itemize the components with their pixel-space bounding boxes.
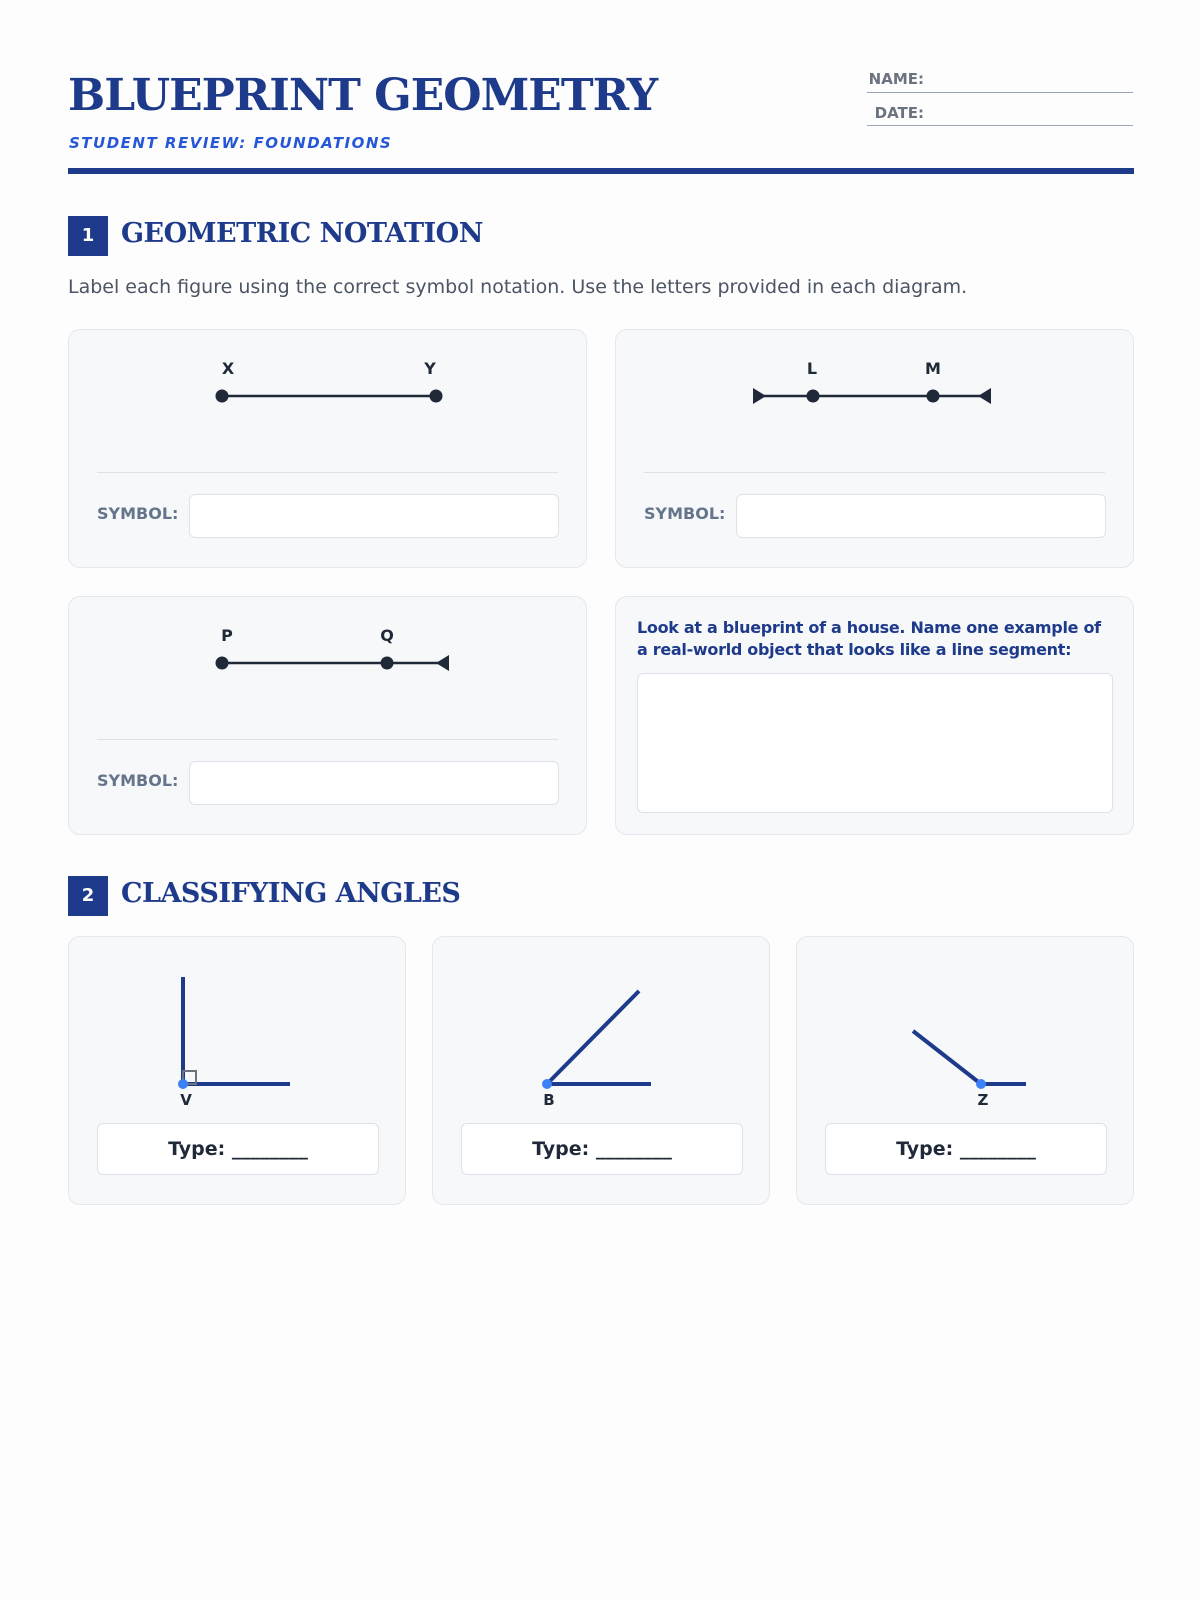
- point-dot: [381, 657, 394, 670]
- point-label: Q: [380, 626, 394, 645]
- page-title: BLUEPRINT GEOMETRY: [68, 70, 658, 121]
- angle-ray: [547, 991, 639, 1084]
- date-label: DATE:: [874, 104, 924, 122]
- vertex-dot: [976, 1079, 986, 1089]
- card-divider: [97, 739, 558, 740]
- right-angle-figure: [69, 937, 407, 1117]
- section-1-title: GEOMETRIC NOTATION: [121, 218, 483, 249]
- point-label: Y: [424, 359, 436, 378]
- symbol-label: SYMBOL:: [97, 771, 179, 790]
- real-world-prompt: Look at a blueprint of a house. Name one example of a real-world object that looks like a line segment:: [637, 618, 1101, 659]
- name-label: NAME:: [868, 70, 924, 88]
- point-dot: [430, 390, 443, 403]
- point-dot: [216, 390, 229, 403]
- obtuse-angle-figure: [797, 937, 1135, 1117]
- point-dot: [927, 390, 940, 403]
- page-subtitle: STUDENT REVIEW: FOUNDATIONS: [69, 134, 393, 152]
- name-field[interactable]: [867, 92, 1133, 93]
- angle-ray: [913, 1031, 981, 1084]
- section-2-title: CLASSIFYING ANGLES: [121, 878, 461, 909]
- point-dot: [216, 657, 229, 670]
- symbol-label: SYMBOL:: [97, 504, 179, 523]
- prompt-card: [615, 596, 1134, 835]
- type-answer-box[interactable]: Type: ________: [825, 1123, 1107, 1175]
- point-dot: [807, 390, 820, 403]
- card-divider: [97, 472, 558, 473]
- symbol-label: SYMBOL:: [644, 504, 726, 523]
- angle-card-right: [68, 936, 406, 1205]
- notation-card-segment: [68, 329, 587, 568]
- angle-card-acute: [432, 936, 770, 1205]
- vertex-label: Z: [977, 1091, 989, 1109]
- section-2-number: 2: [68, 876, 108, 916]
- point-label: X: [221, 359, 235, 378]
- worksheet-header: [68, 70, 1134, 175]
- vertex-dot: [542, 1079, 552, 1089]
- symbol-input[interactable]: [189, 761, 559, 805]
- symbol-input[interactable]: [189, 494, 559, 538]
- vertex-label: B: [543, 1091, 555, 1109]
- acute-angle-figure: [433, 937, 771, 1117]
- type-answer-box[interactable]: Type: ________: [97, 1123, 379, 1175]
- notation-card-ray: [68, 596, 587, 835]
- date-field[interactable]: [867, 125, 1133, 126]
- symbol-input[interactable]: [736, 494, 1106, 538]
- notation-card-line: [615, 329, 1134, 568]
- section-1-number: 1: [68, 216, 108, 256]
- angle-card-obtuse: [796, 936, 1134, 1205]
- header-rule: [68, 168, 1134, 174]
- point-label: P: [221, 626, 233, 645]
- type-answer-box[interactable]: Type: ________: [461, 1123, 743, 1175]
- answer-textarea[interactable]: [637, 673, 1113, 813]
- vertex-dot: [178, 1079, 188, 1089]
- arrowhead-left: [753, 388, 766, 404]
- point-label: M: [925, 359, 941, 378]
- section-1-instructions: Label each figure using the correct symbol notation. Use the letters provided in each diagram.: [68, 276, 968, 298]
- ray-figure: [69, 597, 588, 737]
- card-divider: [644, 472, 1105, 473]
- arrowhead: [436, 655, 449, 671]
- line-figure: [616, 330, 1135, 470]
- point-label: L: [806, 359, 818, 378]
- segment-figure: [69, 330, 588, 470]
- vertex-label: V: [180, 1091, 192, 1109]
- arrowhead-right: [978, 388, 991, 404]
